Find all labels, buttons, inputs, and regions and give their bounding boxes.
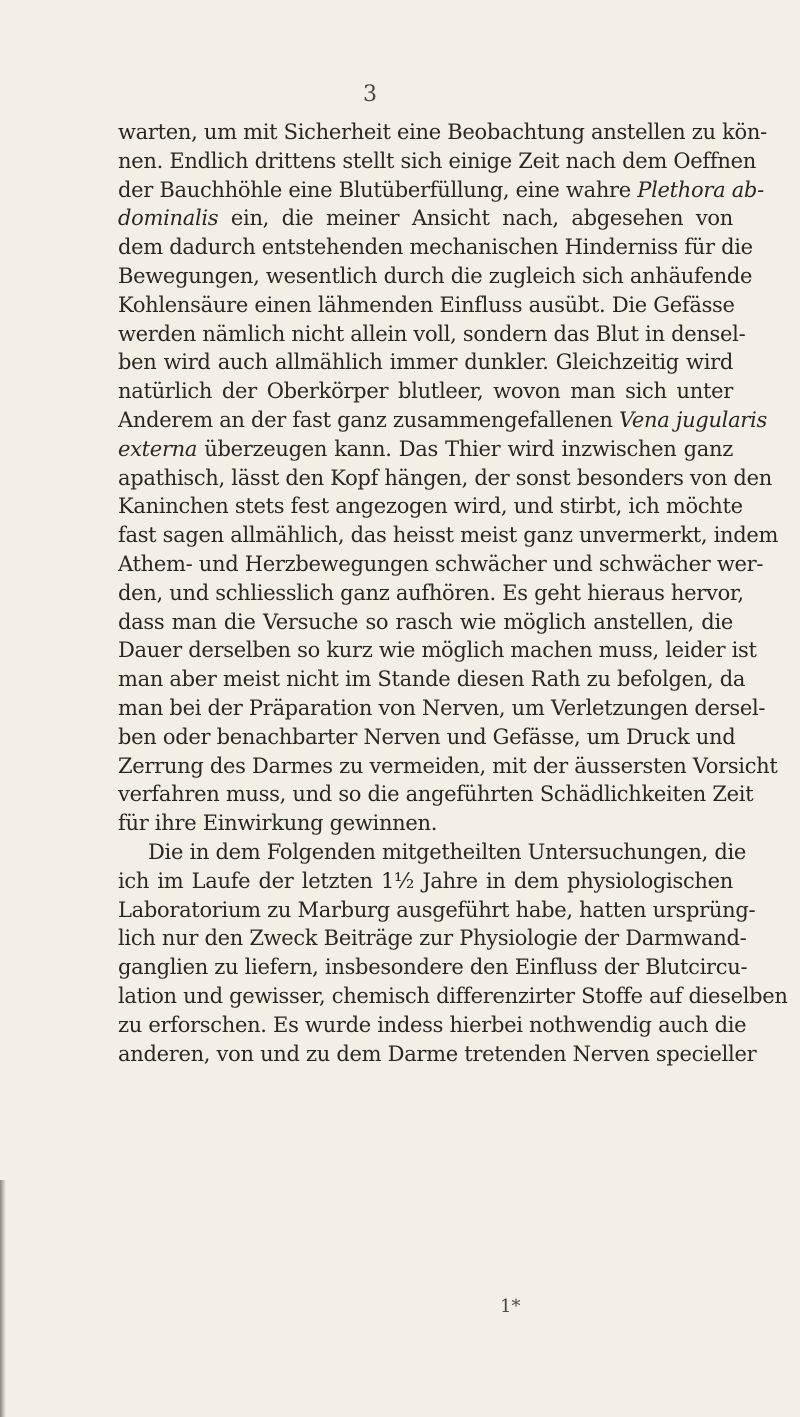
italic-term: Vena jugularis xyxy=(618,407,767,432)
paragraph-start-line: Die in dem Folgenden mitgetheilten Untersuchungen, die xyxy=(148,839,747,864)
text-line xyxy=(118,204,733,233)
text-line: dem dadurch entstehenden mechanischen Hinderniss für die xyxy=(118,235,753,260)
italic-term: externa xyxy=(118,436,198,461)
italic-term: dominalis xyxy=(118,206,219,231)
text-line: nen. Endlich drittens stellt sich einige Zeit nach dem Oeffnen xyxy=(118,148,756,173)
text-line xyxy=(118,176,764,205)
text-line: lation und gewisser, chemisch differenzirter Stoffe auf dieselben xyxy=(118,983,788,1008)
text-line: man aber meist nicht im Stande diesen Rath zu befolgen, da xyxy=(118,667,746,692)
text-span: Anderem an der fast ganz zusammengefallenen xyxy=(118,407,619,432)
text-line: Dauer derselben so kurz wie möglich machen muss, leider ist xyxy=(118,638,757,663)
text-line: apathisch, lässt den Kopf hängen, der sonst besonders von den xyxy=(118,465,772,490)
text-line: anderen, von und zu dem Darme tretenden Nerven specieller xyxy=(118,1041,757,1066)
text-line xyxy=(118,435,733,464)
text-line: man bei der Präparation von Nerven, um Verletzungen dersel- xyxy=(118,695,766,720)
text-line: für ihre Einwirkung gewinnen. xyxy=(118,811,438,836)
text-line: warten, um mit Sicherheit eine Beobachtung anstellen zu kön- xyxy=(118,120,767,144)
text-line: Kohlensäure einen lähmenden Einfluss ausübt. Die Gefässe xyxy=(118,292,735,317)
text-span: überzeugen kann. Das Thier wird inzwischen ganz xyxy=(197,436,733,461)
text-line: Zerrung des Darmes zu vermeiden, mit der äussersten Vorsicht xyxy=(118,753,778,778)
body-text xyxy=(118,118,788,1068)
text-line: fast sagen allmählich, das heisst meist ganz unvermerkt, indem xyxy=(118,523,779,548)
text-line: dass man die Versuche so rasch wie möglich anstellen, die xyxy=(118,609,733,634)
text-line: verfahren muss, und so die angeführten Schädlichkeiten Zeit xyxy=(118,782,754,807)
text-span: ein, die meiner Ansicht nach, abgesehen von xyxy=(218,206,733,231)
page-edge-shadow xyxy=(0,1180,6,1417)
text-line: den, und schliesslich ganz aufhören. Es geht hieraus hervor, xyxy=(118,580,744,605)
text-line xyxy=(118,406,767,435)
text-line: Kaninchen stets fest angezogen wird, und stirbt, ich möchte xyxy=(118,494,743,519)
page-number: 3 xyxy=(363,82,377,107)
text-line: ich im Laufe der letzten 1½ Jahre in dem physiologischen xyxy=(118,868,733,893)
text-line: Laboratorium zu Marburg ausgeführt habe, hatten ursprüng- xyxy=(118,897,756,922)
text-line: werden nämlich nicht allein voll, sondern das Blut in densel- xyxy=(118,321,746,346)
text-line: ben wird auch allmählich immer dunkler. Gleichzeitig wird xyxy=(118,350,733,375)
text-line: ganglien zu liefern, insbesondere den Einfluss der Blutcircu- xyxy=(118,955,748,980)
text-line: natürlich der Oberkörper blutleer, wovon man sich unter xyxy=(118,379,733,404)
text-line: Bewegungen, wesentlich durch die zugleich sich anhäufende xyxy=(118,263,753,288)
text-line: zu erforschen. Es wurde indess hierbei nothwendig auch die xyxy=(118,1012,747,1037)
italic-term: Plethora ab- xyxy=(637,177,764,202)
signature-mark: 1* xyxy=(500,1296,521,1317)
text-line: ben oder benachbarter Nerven und Gefässe, um Druck und xyxy=(118,724,736,749)
text-line: lich nur den Zweck Beiträge zur Physiologie der Darmwand- xyxy=(118,926,747,951)
text-line: Athem- und Herzbewegungen schwächer und schwächer wer- xyxy=(118,551,764,576)
text-span: der Bauchhöhle eine Blutüberfüllung, eine wahre xyxy=(118,177,638,202)
